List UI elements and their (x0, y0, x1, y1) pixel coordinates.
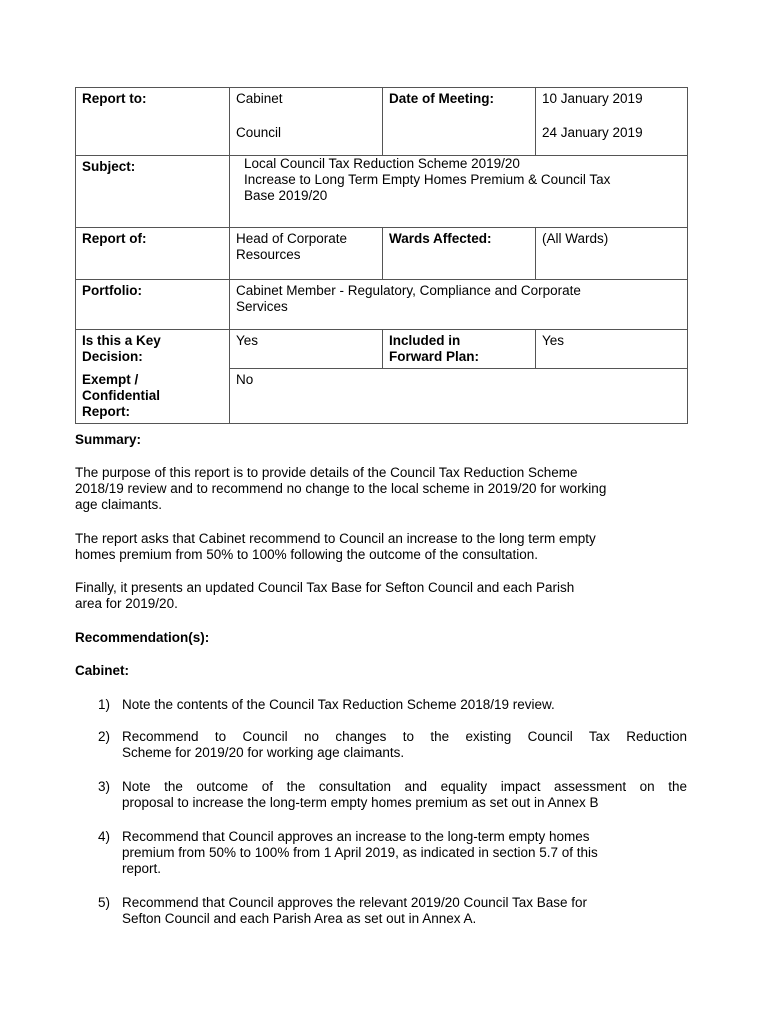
key-decision-value: Yes (230, 330, 383, 369)
portfolio-label: Portfolio: (76, 280, 230, 330)
wards-affected-label: Wards Affected: (383, 228, 536, 280)
item-line: Scheme for 2019/20 for working age claimants. (122, 745, 405, 760)
item-line: Note the outcome of the consultation and equality impact assessment on the (122, 779, 687, 794)
paragraph-line: age claimants. (75, 497, 163, 512)
portfolio-line: Cabinet Member - Regulatory, Compliance and Corporate (236, 283, 581, 298)
paragraph-line: homes premium from 50% to 100% following the outcome of the consultation. (75, 547, 538, 562)
forward-plan-label-line: Included in (389, 333, 461, 348)
item-line: Note the contents of the Council Tax Reduction Scheme 2018/19 review. (122, 697, 555, 712)
report-header-table (75, 87, 688, 424)
key-decision-label-line: Is this a Key (82, 333, 161, 348)
report-of-label: Report of: (76, 228, 230, 280)
portfolio-line: Services (236, 299, 288, 314)
report-of-line: Head of Corporate (236, 231, 348, 246)
item-line: premium from 50% to 100% from 1 April 2019, as indicated in section 5.7 of this (122, 845, 598, 860)
report-to-label: Report to: (76, 88, 230, 156)
item-number: 2) (98, 729, 111, 744)
recommendation-item (75, 895, 687, 927)
report-to-cabinet: Cabinet (236, 91, 283, 106)
recommendation-item (75, 729, 687, 761)
exempt-label-line: Report: (82, 403, 130, 419)
date-of-meeting-label: Date of Meeting: (383, 88, 536, 156)
item-number: 4) (98, 829, 111, 844)
portfolio-value (230, 280, 688, 330)
paragraph-line: 2018/19 review and to recommend no change to the local scheme in 2019/20 for working (75, 481, 607, 496)
item-number: 3) (98, 779, 111, 794)
item-number: 5) (98, 895, 111, 910)
key-decision-label-line: Decision: (82, 349, 143, 364)
date-of-meeting-values (536, 88, 688, 156)
date-council: 24 January 2019 (542, 125, 643, 140)
exempt-value: No (230, 369, 688, 424)
key-decision-label (76, 330, 230, 369)
report-to-council: Council (236, 125, 282, 140)
report-to-values (230, 88, 383, 156)
exempt-label-line: Confidential (82, 387, 160, 403)
report-of-line: Resources (236, 247, 301, 262)
row-report-to (76, 88, 688, 156)
summary-paragraph-3 (75, 580, 687, 612)
paragraph-line: The report asks that Cabinet recommend to Council an increase to the long term empty (75, 531, 596, 546)
item-line: proposal to increase the long-term empty homes premium as set out in Annex B (122, 795, 599, 810)
exempt-label-line: Exempt / (82, 371, 139, 387)
item-line: Recommend that Council approves the relevant 2019/20 Council Tax Base for (122, 895, 588, 910)
recommendation-list (75, 697, 687, 927)
recommendation-item (75, 779, 687, 811)
date-cabinet: 10 January 2019 (542, 91, 643, 106)
recommendation-item (75, 829, 687, 877)
item-line: Sefton Council and each Parish Area as set out in Annex A. (122, 911, 477, 926)
row-key-decision (76, 330, 688, 369)
forward-plan-value: Yes (536, 330, 688, 369)
subject-label: Subject: (76, 156, 230, 228)
paragraph-line: area for 2019/20. (75, 596, 178, 611)
item-line: Recommend that Council approves an increase to the long-term empty homes (122, 829, 590, 844)
row-subject (76, 156, 688, 228)
paragraph-line: The purpose of this report is to provide details of the Council Tax Reduction Scheme (75, 465, 578, 480)
subject-line: Increase to Long Term Empty Homes Premium & Council Tax (244, 172, 611, 187)
item-line: report. (122, 861, 162, 876)
item-number: 1) (98, 697, 111, 712)
subject-line: Base 2019/20 (244, 188, 328, 203)
forward-plan-label (383, 330, 536, 369)
paragraph-line: Finally, it presents an updated Council Tax Base for Sefton Council and each Parish (75, 580, 575, 595)
row-exempt (76, 369, 688, 424)
recommendations-heading: Recommendation(s): (75, 630, 210, 645)
wards-affected-value: (All Wards) (536, 228, 688, 280)
report-of-value (230, 228, 383, 280)
subject-line: Local Council Tax Reduction Scheme 2019/20 (244, 156, 520, 171)
item-line: Recommend to Council no changes to the existing Council Tax Reduction (122, 729, 687, 744)
exempt-label (76, 369, 230, 424)
summary-paragraph-2 (75, 531, 687, 563)
forward-plan-label-line: Forward Plan: (389, 349, 480, 364)
row-report-of (76, 228, 688, 280)
recommendation-item (75, 697, 687, 713)
summary-paragraph-1 (75, 465, 687, 513)
summary-heading: Summary: (75, 432, 142, 447)
cabinet-heading: Cabinet: (75, 663, 129, 678)
subject-value (230, 156, 688, 228)
row-portfolio (76, 280, 688, 330)
